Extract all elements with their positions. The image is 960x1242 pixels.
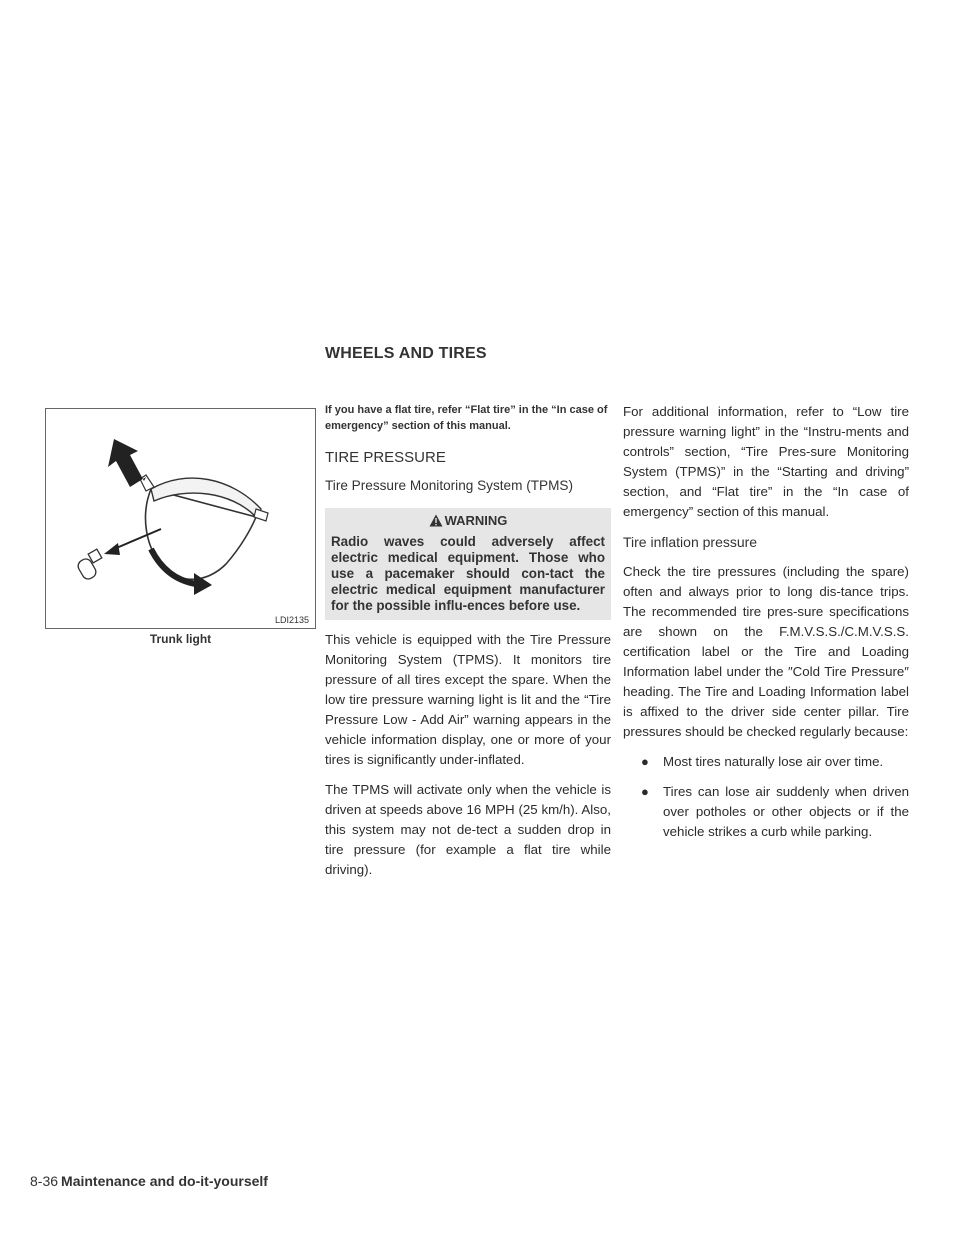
insert-arrow-head bbox=[104, 543, 120, 555]
bullet-icon: ● bbox=[641, 754, 649, 769]
clip-tab bbox=[254, 509, 268, 521]
list-item-text: Tires can lose air suddenly when driven over potholes or other objects or if the vehicle strikes a curb while parking. bbox=[663, 784, 909, 839]
warning-box bbox=[325, 508, 611, 620]
section-title: WHEELS AND TIRES bbox=[325, 345, 487, 362]
list-item bbox=[623, 752, 909, 772]
bullet-list bbox=[623, 752, 909, 842]
trunk-light-figure bbox=[45, 408, 316, 629]
figure-code: LDI2135 bbox=[274, 615, 309, 625]
removal-arrow bbox=[108, 439, 146, 487]
flat-tire-note: If you have a flat tire, refer “Flat tire” in the “In case of emergency” section of this manual. bbox=[325, 404, 608, 432]
middle-column bbox=[325, 402, 611, 890]
heading-tire-pressure: TIRE PRESSURE bbox=[325, 449, 446, 466]
heading-tire-inflation: Tire inflation pressure bbox=[623, 534, 758, 550]
trunk-light-illustration bbox=[46, 409, 314, 627]
warning-triangle-icon bbox=[429, 514, 443, 527]
paragraph: This vehicle is equipped with the Tire Pressure Monitoring System (TPMS). It monitors tire pressure of all tires except the spare. When the low tire pressure warning light is lit and the “Tire Pressure Low - Add Air” warning appears in the vehicle information display, one or more of your tires is significantly under-inflated. bbox=[325, 632, 611, 767]
warning-title: WARNING bbox=[444, 513, 508, 528]
paragraph: The TPMS will activate only when the vehicle is driven at speeds above 16 MPH (25 km/h). Also, this system may not de-tect a sudden drop in tire pressure (for example a flat tire while driving). bbox=[325, 782, 611, 877]
warning-text: Radio waves could adversely affect electric medical equipment. Those who use a pacemaker should con-tact the electric medical equipment manufacturer for the possible influ-ences before use. bbox=[331, 534, 605, 613]
page-number: 8-36 bbox=[30, 1173, 59, 1189]
figure-caption: Trunk light bbox=[149, 632, 212, 646]
list-item bbox=[623, 782, 909, 842]
warning-heading bbox=[331, 512, 605, 530]
bullet-icon: ● bbox=[641, 784, 649, 799]
paragraph: For additional information, refer to “Low tire pressure warning light” in the “Instru-ments and controls” section, “Tire Pres-sure Monitoring System (TPMS)” in the “Starting and driving” section, and “Flat tire” in the “In case of emergency” section of this manual. bbox=[623, 404, 909, 519]
bulb-icon bbox=[76, 549, 102, 581]
page-footer bbox=[30, 1173, 268, 1189]
list-item-text: Most tires naturally lose air over time. bbox=[663, 754, 884, 769]
footer-section: Maintenance and do-it-yourself bbox=[61, 1173, 268, 1189]
paragraph: Check the tire pressures (including the spare) often and always prior to long dis-tance trips. The recommended tire pres-sure specifications are shown on the F.M.V.S.S./C.M.V.S.S. certification label or the Tire and Loading Information label under the ″Cold Tire Pressure″ heading. The Tire and Loading Information label is affixed to the driver side center pillar. Tire pressures should be checked regularly because: bbox=[623, 564, 909, 739]
subheading-tpms: Tire Pressure Monitoring System (TPMS) bbox=[325, 478, 574, 493]
right-column bbox=[623, 402, 909, 852]
clip-tab bbox=[140, 475, 154, 491]
